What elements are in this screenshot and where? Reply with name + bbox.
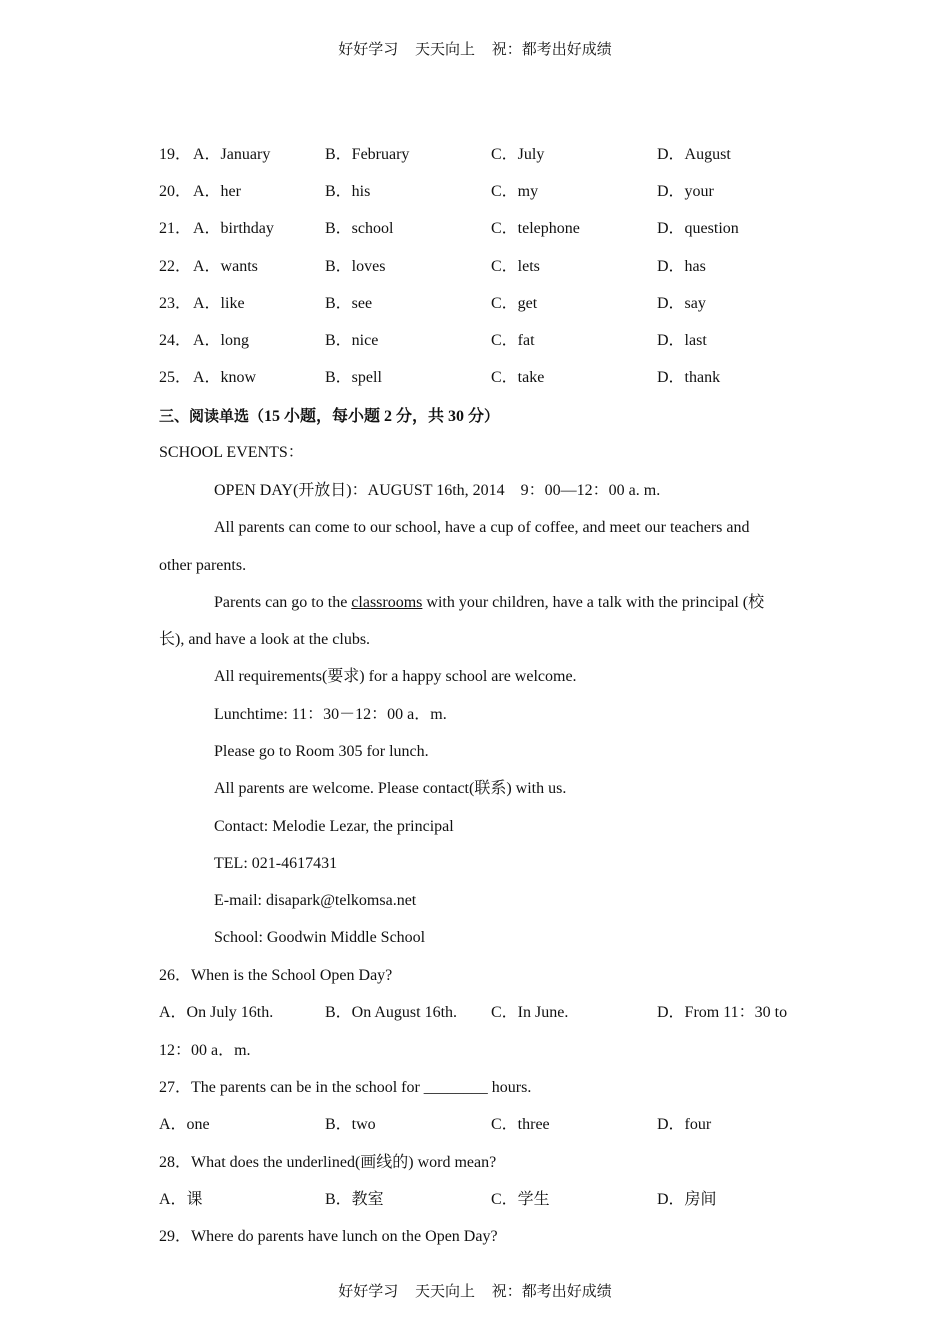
open-day-line: OPEN DAY(开放日)：AUGUST 16th, 2014 9：00—12：00 a. m. <box>214 482 661 499</box>
paragraph-3: All requirements(要求) for a happy school are welcome. <box>214 668 577 685</box>
question-stem: 28．What does the underlined(画线的) word mean? <box>159 1154 497 1171</box>
footer-left: 好好学习 <box>338 1282 399 1300</box>
welcome-line: All parents are welcome. Please contact(联系) with us. <box>214 780 567 797</box>
paragraph-2-cont: 长), and have a look at the clubs. <box>159 631 371 648</box>
header-right: 祝：都考出好成绩 <box>491 40 612 58</box>
question-stem: 29．Where do parents have lunch on the Open Day? <box>159 1228 498 1245</box>
contact-line: Contact: Melodie Lezar, the principal <box>214 818 454 835</box>
paragraph-1-cont: other parents. <box>159 557 247 574</box>
lunch-room: Please go to Room 305 for lunch. <box>214 743 429 760</box>
passage-heading: SCHOOL EVENTS： <box>159 444 304 461</box>
answer-cont: 12：00 a．m. <box>159 1042 251 1059</box>
tel-line: TEL: 021-4617431 <box>214 855 338 872</box>
school-line: School: Goodwin Middle School <box>214 929 426 946</box>
header-left: 好好学习 <box>338 40 399 58</box>
underlined-word: classrooms <box>351 594 423 611</box>
question-stem: 27．The parents can be in the school for ________ hours. <box>159 1079 532 1096</box>
page-footer <box>0 1280 950 1301</box>
paragraph-2: Parents can go to the classrooms with your children, have a talk with the principal (校 <box>214 594 765 611</box>
question-stem: 26．When is the School Open Day? <box>159 967 393 984</box>
lunchtime: Lunchtime: 11：30－12：00 a．m. <box>214 706 447 723</box>
email-line: E-mail: disapark@telkomsa.net <box>214 892 417 909</box>
paragraph-1: All parents can come to our school, have a cup of coffee, and meet our teachers and <box>214 519 750 536</box>
page-header <box>0 38 950 59</box>
footer-right: 祝：都考出好成绩 <box>491 1282 612 1300</box>
header-middle: 天天向上 <box>414 40 475 58</box>
section-title: 三、阅读单选（15 小题，每小题 2 分，共 30 分） <box>159 407 500 425</box>
footer-middle: 天天向上 <box>414 1282 475 1300</box>
